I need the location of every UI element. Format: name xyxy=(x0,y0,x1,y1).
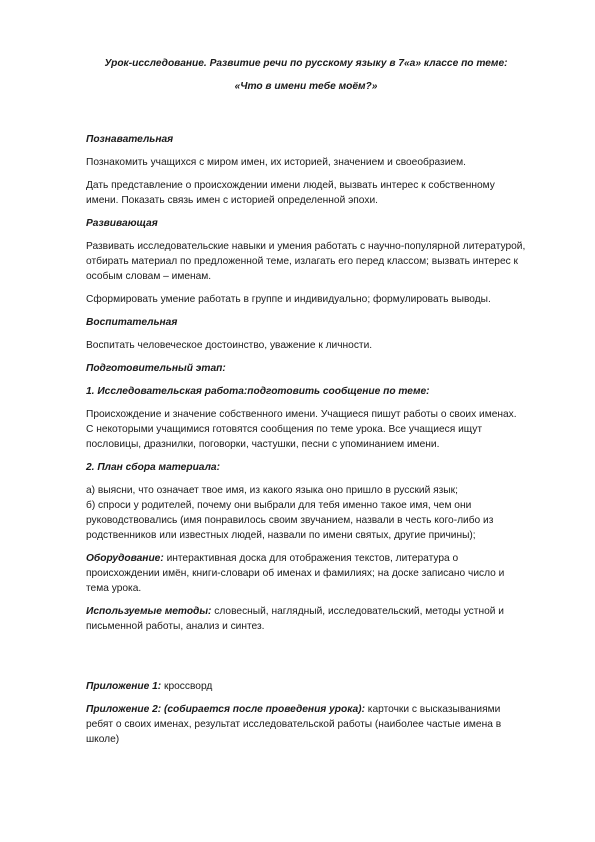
step-2-item-a: а) выясни, что означает твое имя, из какого языка оно пришло в русский язык; xyxy=(86,485,458,496)
appendix-2-text: карточки с высказываниями ребят о своих именах, результат исследовательской работы (наиболее частые имена в школе) xyxy=(86,704,502,745)
appendix-2-label: Приложение 2: (собирается после проведения урока): xyxy=(86,704,365,715)
appendix-2-paragraph xyxy=(86,702,526,747)
cognitive-paragraph-2: Дать представление о происхождении имени людей, вызвать интерес к собственному имени. Показать связь имен с историей определенной эпохи. xyxy=(86,180,495,206)
document-page xyxy=(86,56,526,747)
cognitive-paragraph-1: Познакомить учащихся с миром имен, их историей, значением и своеобразием. xyxy=(86,157,466,168)
preparatory-stage-heading: Подготовительный этап: xyxy=(86,363,226,374)
document-title-line-2: «Что в имени тебе моём?» xyxy=(234,81,378,92)
cognitive-heading: Познавательная xyxy=(86,134,174,145)
developing-heading: Развивающая xyxy=(86,218,158,229)
developing-paragraph-1: Развивать исследовательские навыки и умения работать с научно-популярной литературой, отбирать материал по предложенной теме, излагать его перед классом; вызвать интерес к особым словам – именам. xyxy=(86,241,526,282)
step-1-paragraph: Происхождение и значение собственного имени. Учащиеся пишут работы о своих именах. С некоторыми учащимися готовятся сообщения по теме урока. Все учащиеся ищут пословицы, дразнилки, поговорки, частушки, песни с упоминанием имени. xyxy=(86,409,517,450)
step-1-heading: 1. Исследовательская работа:подготовить сообщение по теме: xyxy=(86,386,430,397)
developing-paragraph-2: Сформировать умение работать в группе и индивидуально; формулировать выводы. xyxy=(86,294,491,305)
appendix-1-label: Приложение 1: xyxy=(86,681,162,692)
equipment-label: Оборудование: xyxy=(86,553,164,564)
methods-label: Используемые методы: xyxy=(86,606,212,617)
equipment-paragraph xyxy=(86,551,526,596)
step-2-item-b: б) спроси у родителей, почему они выбрали для тебя именно такое имя, чем они руководствовались (имя понравилось своим звучанием, назвали в честь кого-либо из родственников или известных людей, назвали по имени святых, другие причины); xyxy=(86,500,494,541)
methods-paragraph xyxy=(86,604,526,634)
step-2-heading: 2. План сбора материала: xyxy=(86,462,220,473)
methods-text: словесный, наглядный, исследовательский, методы устной и письменной работы, анализ и синтез. xyxy=(86,606,504,632)
equipment-text: интерактивная доска для отображения текстов, литература о происхождении имён, книги-словари об именах и фамилиях; на доске записано число и тема урока. xyxy=(86,553,505,594)
document-title-line-1: Урок-исследование. Развитие речи по русскому языку в 7«а» классе по теме: xyxy=(104,58,508,69)
appendix-1-text: кроссворд xyxy=(161,681,213,692)
educational-heading: Воспитательная xyxy=(86,317,178,328)
educational-paragraph-1: Воспитать человеческое достоинство, уважение к личности. xyxy=(86,340,373,351)
appendix-1-paragraph xyxy=(86,679,526,694)
